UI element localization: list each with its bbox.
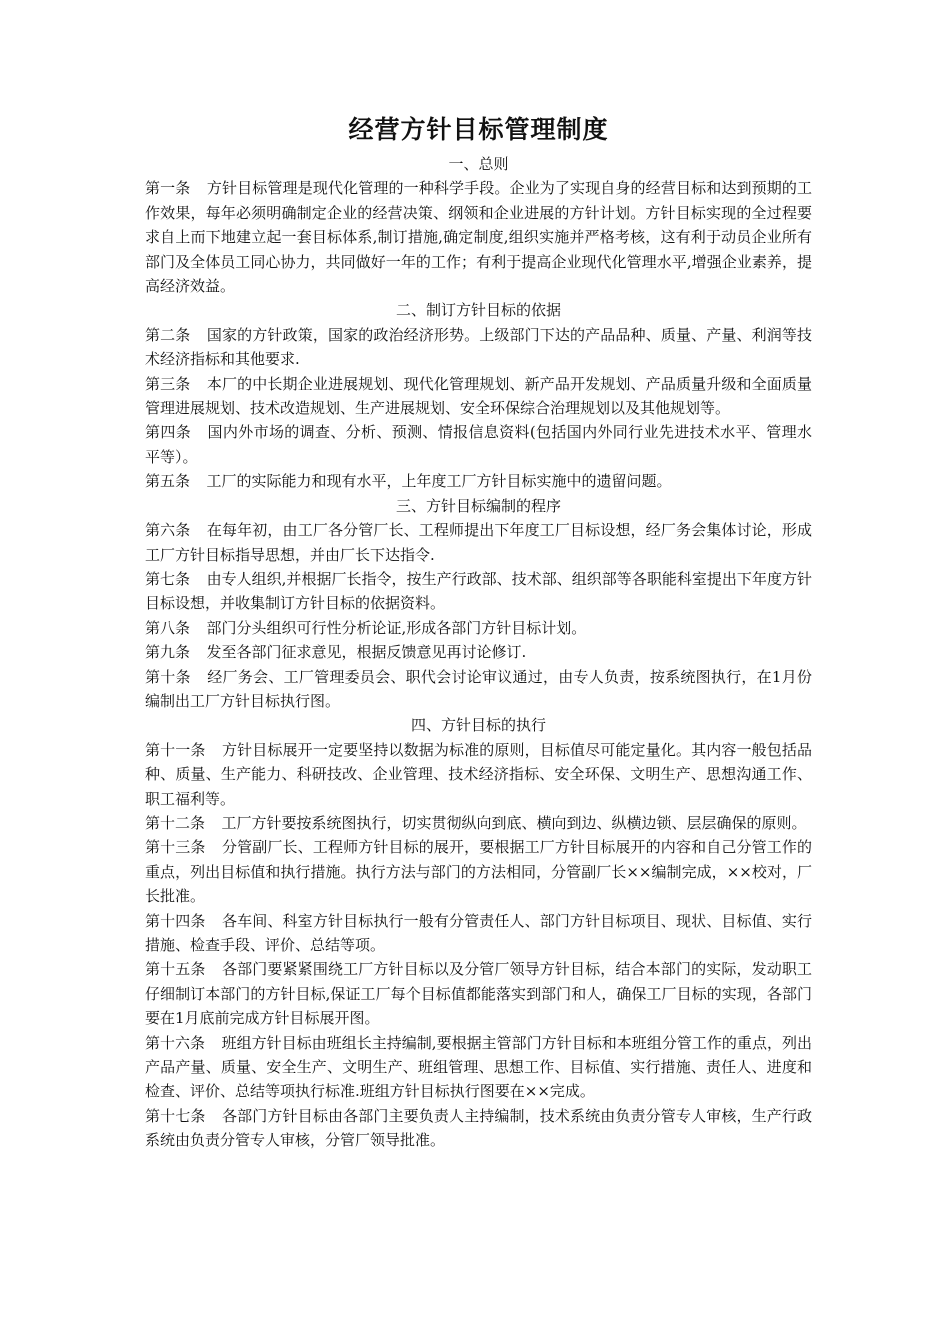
article [145, 811, 812, 835]
article [145, 909, 812, 958]
article-text: 在每年初，由工厂各分管厂长、工程师提出下年度工厂目标设想，经厂务会集体讨论，形成工厂方针目标指导思想，并由厂长下达指令. [145, 521, 812, 564]
article-text: 方针目标展开一定要坚持以数据为标准的原则，目标值尽可能定量化。其内容一般包括品种、质量、生产能力、科研技改、企业管理、技术经济指标、安全环保、文明生产、思想沟通工作、职工福利等。 [145, 740, 812, 808]
article-text: 各部门方针目标由各部门主要负责人主持编制，技术系统由负责分管专人审核，生产行政系统由负责分管专人审核，分管厂领导批准。 [145, 1106, 812, 1150]
section-general [145, 152, 812, 298]
article-number: 第四条 [145, 423, 192, 442]
document-page [145, 112, 812, 1153]
article-number: 第七条 [145, 569, 191, 588]
section-heading: 四、方针目标的执行 [410, 716, 546, 735]
article [145, 518, 812, 567]
article [145, 835, 812, 908]
article [145, 420, 812, 469]
article [145, 176, 812, 298]
section-heading: 二、制订方针目标的依据 [395, 301, 561, 320]
article [145, 1031, 812, 1104]
article-text: 部门分头组织可行性分析论证,形成各部门方针目标计划。 [206, 618, 587, 637]
article-number: 第六条 [145, 521, 191, 540]
article-text: 由专人组织,并根据厂长指令，按生产行政部、技术部、组织部等各职能科室提出下年度方针目标设想，并收集制订方针目标的依据资料。 [145, 569, 812, 613]
article [145, 640, 812, 664]
article-text: 各部门要紧紧围绕工厂方针目标以及分管厂领导方针目标，结合本部门的实际，发动职工仔细制订本部门的方针目标,保证工厂每个目标值都能落实到部门和人，确保工厂目标的实现，各部门要在1月底前完成方针目标展开图。 [145, 960, 812, 1028]
article [145, 372, 812, 421]
section-basis [145, 298, 812, 493]
article-number: 第二条 [145, 325, 191, 344]
article-text: 工厂的实际能力和现有水平，上年度工厂方针目标实施中的遗留问题。 [206, 472, 672, 491]
article-text: 国家的方针政策，国家的政治经济形势。上级部门下达的产品品种、质量、产量、利润等技术经济指标和其他要求. [145, 325, 812, 369]
article [145, 616, 812, 640]
article-text: 国内外市场的调查、分析、预测、情报信息资料(包括国内外同行业先进技术水平、管理水平等）。 [145, 423, 812, 466]
article-text: 分管副厂长、工程师方针目标的展开，要根据工厂方针目标展开的内容和自己分管工作的重点，列出目标值和执行措施。执行方法与部门的方法相同，分管副厂长××编制完成，××校对，厂长批准。 [145, 838, 812, 906]
article-text: 发至各部门征求意见，根据反馈意见再讨论修订. [206, 643, 527, 662]
article-number: 第十四条 [145, 911, 206, 930]
article-number: 第十六条 [145, 1033, 206, 1052]
article [145, 738, 812, 811]
article-number: 第三条 [145, 374, 191, 393]
article-number: 第十七条 [145, 1106, 206, 1125]
article-text: 工厂方针要按系统图执行，切实贯彻纵向到底、横向到边、纵横边锁、层层确保的原则。 [221, 813, 807, 832]
article-text: 班组方针目标由班组长主持编制,要根据主管部门方针目标和本班组分管工作的重点，列出产品产量、质量、安全生产、文明生产、班组管理、思想工作、目标值、实行措施、责任人、进度和检查、评价、总结等项执行标准.班组方针目标执行图要在××完成。 [145, 1033, 812, 1101]
article-number: 第五条 [145, 472, 191, 491]
article [145, 1104, 812, 1153]
section-procedure [145, 494, 812, 714]
article-number: 第十条 [145, 667, 191, 686]
article-number: 第十五条 [145, 960, 206, 979]
article-number: 第八条 [145, 618, 191, 637]
section-execution [145, 713, 812, 1152]
article-text: 本厂的中长期企业进展规划、现代化管理规划、新产品开发规划、产品质量升级和全面质量管理进展规划、技术改造规划、生产进展规划、安全环保综合治理规划以及其他规划等。 [145, 374, 812, 418]
article [145, 665, 812, 714]
section-heading: 一、总则 [448, 155, 509, 173]
article-number: 第九条 [145, 643, 191, 662]
article-number: 第十三条 [145, 838, 206, 857]
article-number: 第十一条 [145, 740, 206, 759]
article-number: 第一条 [145, 179, 191, 198]
article [145, 469, 812, 493]
article-text: 方针目标管理是现代化管理的一种科学手段。企业为了实现自身的经营目标和达到预期的工作效果，每年必须明确制定企业的经营决策、纲领和企业进展的方针计划。方针目标实现的全过程要求自上而下地建立起一套目标体系,制订措施,确定制度,组织实施并严格考核，这有利于动员企业所有部门及全体员工同心协力，共同做好一年的工作；有利于提高企业现代化管理水平,增强企业素养，提高经济效益。 [145, 179, 812, 296]
article [145, 957, 812, 1030]
document-title: 经营方针目标管理制度 [348, 115, 609, 144]
article [145, 323, 812, 372]
section-heading: 三、方针目标编制的程序 [395, 496, 561, 515]
article-text: 经厂务会、工厂管理委员会、职代会讨论审议通过，由专人负责，按系统图执行，在1月份编制出工厂方针目标执行图。 [145, 667, 812, 710]
article [145, 567, 812, 616]
article-text: 各车间、科室方针目标执行一般有分管责任人、部门方针目标项目、现状、目标值、实行措施、检查手段、评价、总结等项。 [145, 911, 812, 954]
article-number: 第十二条 [145, 813, 206, 832]
